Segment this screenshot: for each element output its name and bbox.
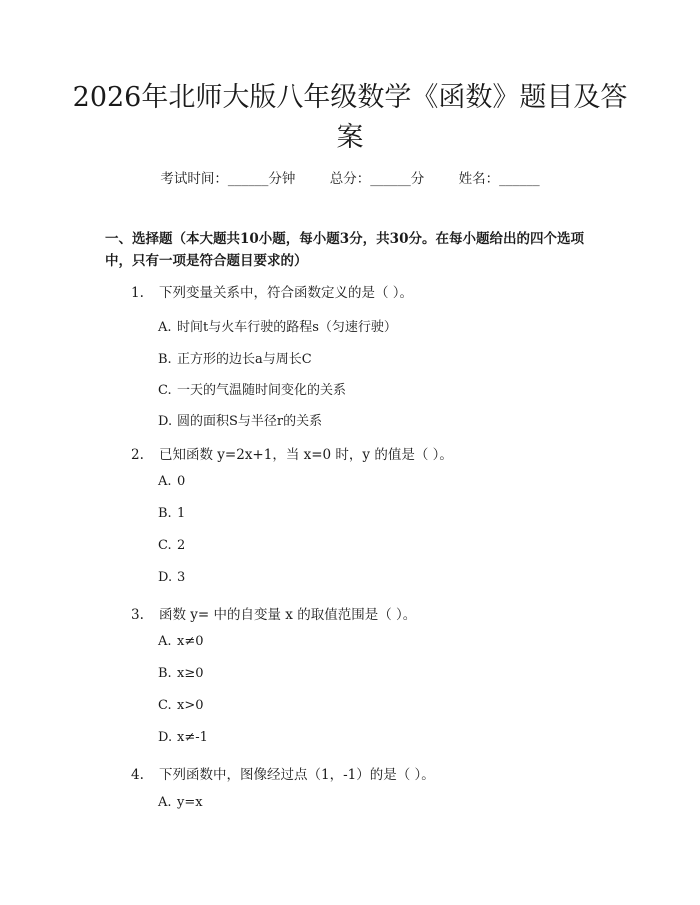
option-text: 0: [177, 474, 186, 489]
option-text: 圆的面积S与半径r的关系: [177, 414, 323, 429]
question-text: 已知函数 y=2x+1，当 x=0 时，y 的值是（ ）。: [159, 447, 453, 463]
question-4: [131, 763, 435, 783]
option-letter: C.: [158, 538, 172, 553]
q1-option-b: [158, 348, 312, 367]
option-text: 3: [177, 570, 186, 585]
option-letter: A.: [158, 474, 172, 489]
q3-option-d: [158, 730, 208, 745]
question-number: 4.: [131, 767, 144, 783]
option-text: x>0: [177, 698, 204, 713]
question-text: 下列变量关系中，符合函数定义的是（ ）。: [159, 285, 414, 301]
option-text: x≠0: [177, 634, 204, 649]
option-text: y=x: [177, 795, 203, 810]
question-2: [131, 443, 453, 463]
q4-option-a: [158, 795, 203, 810]
option-letter: D.: [158, 730, 173, 745]
q2-option-d: [158, 570, 185, 585]
q1-option-d: [158, 410, 322, 429]
q2-option-c: [158, 538, 185, 553]
section-heading: 一、选择题（本大题共10小题，每小题3分，共30分。在每小题给出的四个选项中，只有一项是符合题目要求的）: [105, 231, 584, 269]
option-letter: B.: [158, 666, 172, 681]
option-text: 正方形的边长a与周长C: [177, 352, 312, 367]
option-text: 一天的气温随时间变化的关系: [177, 383, 347, 398]
question-text: 函数 y= 中的自变量 x 的取值范围是（ ）。: [159, 607, 417, 623]
question-number: 2.: [131, 447, 144, 463]
option-letter: D.: [158, 414, 173, 429]
option-letter: A.: [158, 634, 172, 649]
option-letter: A.: [158, 320, 172, 335]
document-title: 2026年北师大版八年级数学《函数》题目及答案: [72, 82, 628, 153]
option-text: x≥0: [177, 666, 204, 681]
option-letter: C.: [158, 383, 172, 398]
q1-option-a: [158, 316, 397, 335]
option-text: 1: [177, 506, 186, 521]
q1-option-c: [158, 379, 346, 398]
option-text: 2: [177, 538, 186, 553]
q2-option-a: [158, 474, 185, 489]
question-3: [131, 603, 416, 623]
question-1: [131, 281, 413, 301]
q3-option-a: [158, 634, 204, 649]
q3-option-c: [158, 698, 204, 713]
option-letter: A.: [158, 795, 172, 810]
question-number: 3.: [131, 607, 144, 623]
option-letter: C.: [158, 698, 172, 713]
option-letter: B.: [158, 506, 172, 521]
option-letter: B.: [158, 352, 172, 367]
q2-option-b: [158, 506, 185, 521]
q3-option-b: [158, 666, 204, 681]
exam-meta-line: 考试时间：______分钟 总分：______分 姓名：______: [160, 171, 540, 187]
option-text: x≠-1: [177, 730, 208, 745]
option-letter: D.: [158, 570, 173, 585]
question-text: 下列函数中，图像经过点（1，-1）的是（ ）。: [159, 767, 435, 783]
option-text: 时间t与火车行驶的路程s（匀速行驶）: [177, 320, 397, 335]
question-number: 1.: [131, 285, 144, 301]
